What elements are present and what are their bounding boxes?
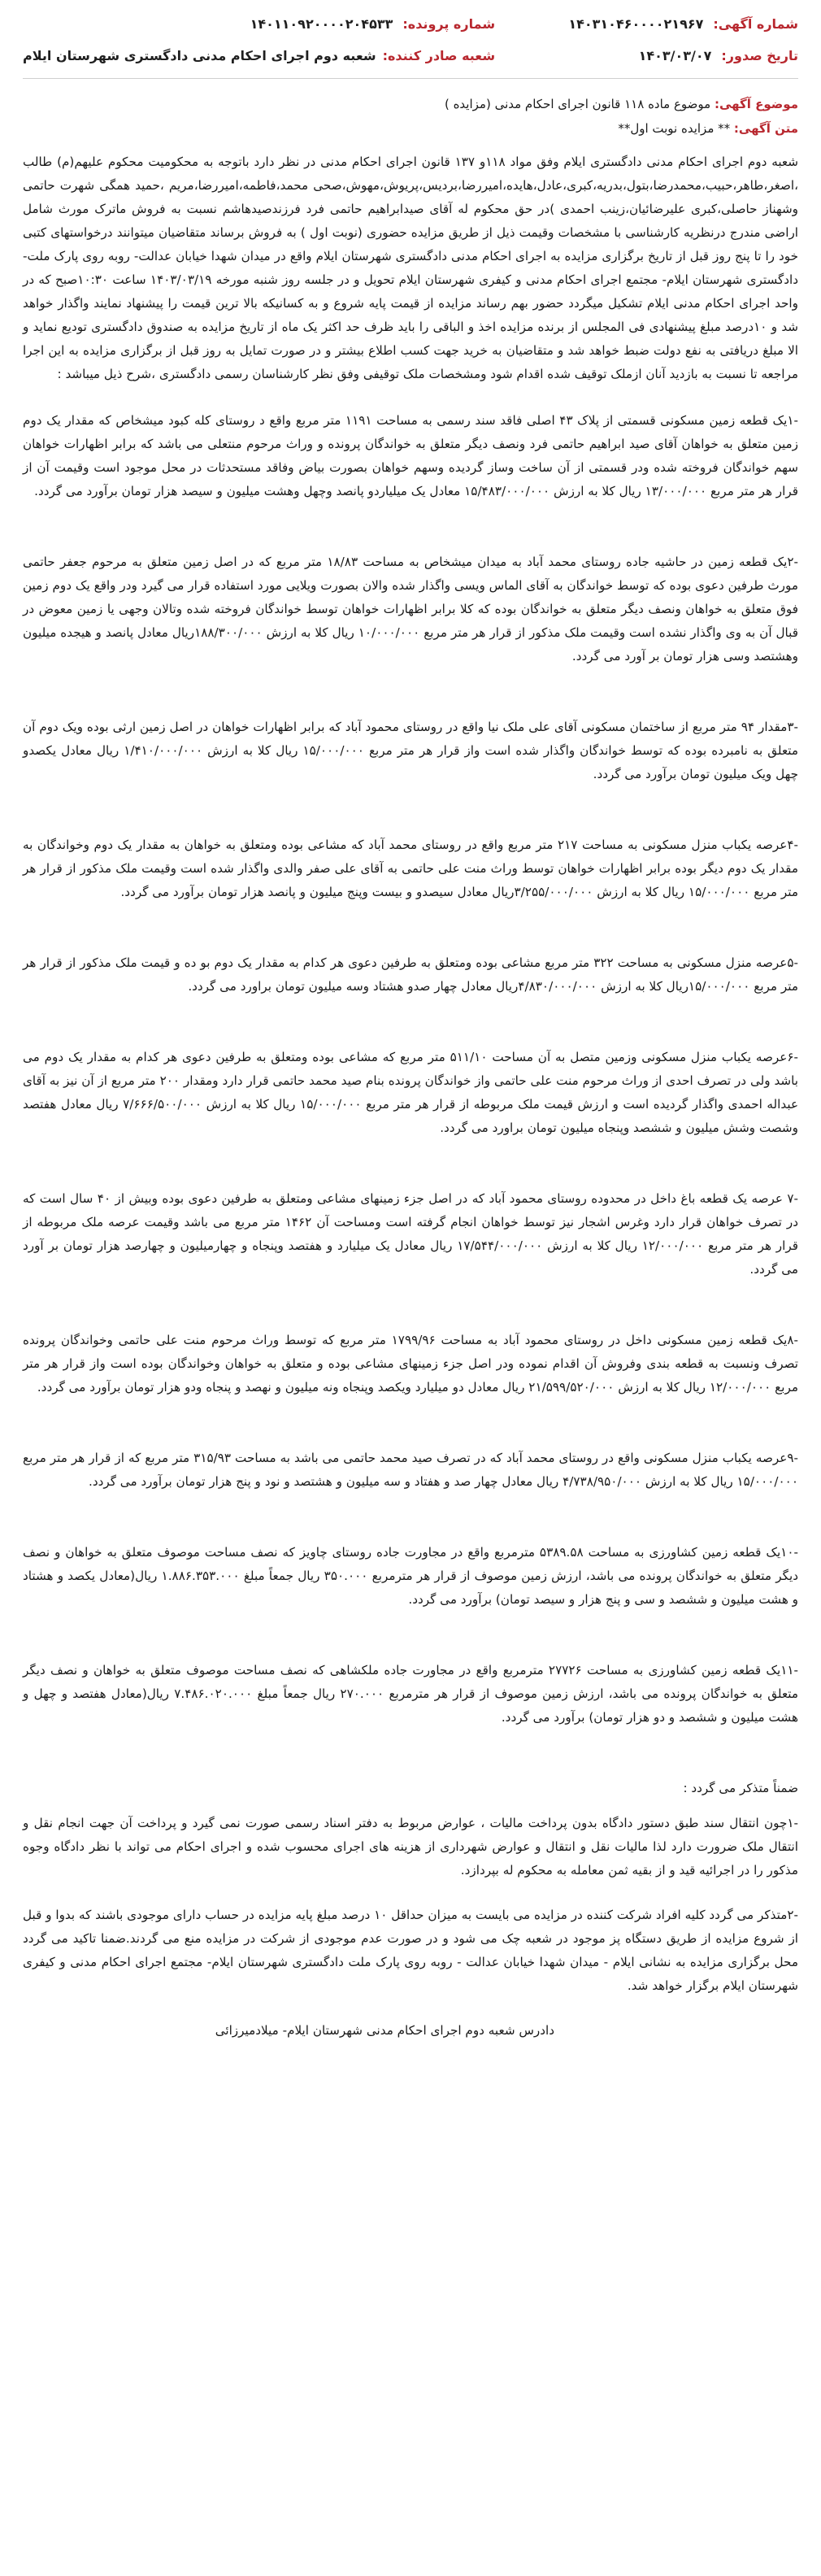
property-item-3: -۳مقدار ۹۴ متر مربع از ساختمان مسکونی آقای علی ملک نیا واقع در روستای محمود آباد که برابر اظهارات خواهان در اصل زمین ارثی بوده ویک دوم آن متعلق به نامبرده بوده که توسط خواندگان واگذار شده است واز قرار هر متر مربع ۱۵/۰۰۰/۰۰۰ ریال کلا به ارزش ۱/۴۱۰/۰۰۰/۰۰۰ ریال معادل یکصدو چهل ویک میلیون تومان برآورد می گردد. bbox=[23, 720, 799, 781]
property-item-1: -۱یک قطعه زمین مسکونی قسمتی از پلاک ۴۳ اصلی فاقد سند رسمی به مساحت ۱۱۹۱ متر مربع واقع د روستای کله کبود میشخاص که مقدار یک دوم زمین متعلق به خواهان آقای صید ابراهیم حاتمی فرد ونصف دیگر متعلق به خواندگان پرونده و وراث مرحوم منتعلی می باشد که برابر اظهارات خواهان سهم خواندگان فروخته شده ودر قسمتی از آن ساخت وساز گردیده وسهم خواهان بصورت بیاض وفاقد مستحدثات در محل موجود است وقیمت آن از قرار هر متر مربع ۱۳/۰۰۰/۰۰۰ ریال کلا به ارزش ۱۵/۴۸۳/۰۰۰/۰۰۰ معادل یک میلیاردو پانصد وچهل وهشت میلیون و سیصد هزار تومان برآورد می گردد. bbox=[23, 413, 798, 498]
issue-date-row bbox=[568, 48, 798, 63]
issue-date-label: تاریخ صدور: bbox=[721, 48, 798, 63]
property-item-2: -۲یک قطعه زمین در حاشیه جاده روستای محمد آباد به میدان میشخاص به مساحت ۱۸/۸۳ متر مربع که در اصل زمین متعلق به مرحوم جعفر حاتمی مورث طرفین دعوی بوده که توسط خواندگان به آقای الماس ویسی واگذار شده والان بصورت ویلایی مورد استفاده قرار می گیرد ودر واقع یک دوم زمین فوق متعلق به خواهان ونصف دیگر متعلق به خواندگان بوده که کلا برابر اظهارات خواهان توسط خواندگان فروخته شده وتالان وجهی یا زمین معوض در قبال آن به وی واگذار نشده است وقیمت ملک مذکور از قرار هر متر مربع ۱۰/۰۰۰/۰۰۰ ریال کلا به ارزش ۱۸۸/۳۰۰/۰۰۰ریال معادل پانصد و هیجده میلیون وهشتصد وسی هزار تومان بر آورد می گردد. bbox=[23, 555, 798, 664]
property-item-7: -۷ عرصه یک قطعه باغ داخل در محدوده روستای محمود آباد که در اصل جزء زمینهای مشاعی ومتعلق به طرفین دعوی بوده وبیش از ۴۰ سال است که در تصرف خواهان قرار دارد وغرس اشجار نیز توسط خواهان انجام گرفته است ومساحت آن ۱۴۶۲ متر مربع می باشد وقیمت عرصه ملک مربوطه از قرار هر متر مربع ۱۲/۰۰۰/۰۰۰ ریال کلا به ارزش ۱۷/۵۴۴/۰۰۰/۰۰۰ ریال معادل یک میلیارد و هفتصد وپنجاه و چهارمیلیون و چهارصد هزار تومان بر آورد می گردد. bbox=[23, 1191, 798, 1277]
property-item-8: -۸یک قطعه زمین مسکونی داخل در روستای محمود آباد به مساحت ۱۷۹۹/۹۶ متر مربع که توسط وراث مرحوم منت علی حاتمی وخواندگان پرونده تصرف ونسبت به قطعه بندی وفروش آن اقدام نموده ودر اصل جزء زمینهای مشاعی بوده و متعلق به خواهان وخواندگان بوده است واز قرار هر متر مربع ۱۲/۰۰۰/۰۰۰ ریال کلا به ارزش ۲۱/۵۹۹/۵۲۰/۰۰۰ ریال معادل دو میلیارد ویکصد وپنجاه ونه میلیون و نهصد و پنجاه ودو هزار تومان برآورد می گردد. bbox=[23, 1333, 798, 1395]
notes-title: ضمناً متذکر می گردد : bbox=[683, 1781, 798, 1795]
subject-text: موضوع ماده ۱۱۸ قانون اجرای احکام مدنی (مزایده ) bbox=[444, 97, 711, 111]
property-item-10: -۱۰یک قطعه زمین کشاورزی به مساحت ۵۳۸۹.۵۸ مترمربع واقع در مجاورت جاده روستای چاویز که نصف مساحت موصوف متعلق به خواهان و نصف دیگر متعلق به خواندگان پرونده می باشد، ارزش زمین موصوف از قرار هر مترمربع ۳۵۰.۰۰۰ ریال جمعاً مبلغ ۱.۸۸۶.۳۵۳.۰۰۰ ریال(معادل یکصد و هشتاد و هشت میلیون و ششصد و سی و پنج هزار و سیصد تومان) برآورد می گردد. bbox=[23, 1545, 798, 1607]
issuing-branch-label: شعبه صادر کننده: bbox=[382, 48, 496, 63]
note-item-1: -۱چون انتقال سند طبق دستور دادگاه بدون پرداخت مالیات ، عوارض مربوط به دفتر اسناد رسمی صورت نمی گیرد و پرداخت آن جهت انجام نقل و انتقال ملک ضرورت دارد لذا مالیات نقل و انتقال و عوارض شهرداری از هزینه های اجرای محسوب شده و اجرای احکام می تواند با نظر دادگاه وجوه مذکور را در اجرائیه قید و از بقیه ثمن معامله به محکوم له بپردازد. bbox=[23, 1816, 798, 1878]
case-number-label: شماره پرونده: bbox=[402, 16, 496, 32]
ad-number-label: شماره آگهی: bbox=[713, 16, 798, 32]
ad-text-title: ** مزایده نوبت اول** bbox=[618, 121, 731, 136]
issuing-branch-value: شعبه دوم اجرای احکام مدنی دادگستری شهرستان ایلام bbox=[23, 48, 376, 63]
intro-paragraph: شعبه دوم اجرای احکام مدنی دادگستری ایلام وفق مواد ۱۱۸و ۱۳۷ قانون اجرای احکام مدنی در نظر دارد باتوجه به محکومیت محکوم علیهم(م) طالب ،اصغر،طاهر،حبیب،محمدرضا،بتول،بدریه،کبری،عادل،هایده،امیررضا،بردیس،پریوش،مهوش،صحی محمد،فاطمه،امیررضا،مریم ،حمید همگی شهرت حاتمی وشهناز حاصلی،کبری علیرضائیان،زینب احمدی )در حق محکوم له آقای صیدابراهیم حاتمی فرد فرزندصیدهاشم نسبت به فروش ماترک مورث شامل اراضی مندرج درنظریه کارشناسی با مشخصات وقیمت ذیل از طریق مزایده حضوری (نوبت اول ) به فروش برساند متقاضیان میتوانند درخواستهای کتبی خود را تا پنج روز قبل از تاریخ برگزاری مزایده به اجرای احکام مدنی دادگستری شهرستان ایلام واقع در میدان شهدا خیابان عدالت- روبه روی پارک ملت- دادگستری شهرستان ایلام- مجتمع اجرای احکام مدنی و کیفری شهرستان ایلام تحویل و در جلسه روز شنبه مورخه ۱۴۰۳/۰۳/۱۹ ساعت ۱۰:۳۰صبح که در واحد اجرای احکام مدنی ایلام تشکیل میگردد حضور بهم رساند مزایده از قیمت پایه شروع و به کسانیکه بالا ترین قیمت را پیشنهاد نمایند واگذار خواهد شد و ۱۰درصد مبلغ پیشنهادی فی المجلس از برنده مزایده اخذ و الباقی را باید ظرف حد اکثر یک ماه از تاریخ مزایده به صندوق دادگستری تودیع نماید و الا مبلغ دریافتی به نفع دولت ضبط خواهد شد و متقاضیان به خرید جهت کسب اطلاع بیشتر و در صورت تمایل به روز قبل از برگزاری مزایده به این اجرا مراجعه تا نسبت به بازدید آنان ازملک توقیف شده اقدام شود ومشخصات ملک توقیفی وفق نظر کارشناسان رسمی دادگستری ،شرح ذیل میباشد : bbox=[23, 154, 799, 381]
property-item-4: -۴عرصه یکباب منزل مسکونی به مساحت ۲۱۷ متر مربع واقع در روستای محمد آباد که مشاعی بوده ومتعلق به خواهان به مقدار یک دوم وخواندگان به مقدار یک دوم دیگر بوده برابر اظهارات خواهان توسط وراث منت علی حاتمی به آقای علی صفر والدی واگذار شده است وقیمت ملک مذکور از قرار هر متر مربع ۱۵/۰۰۰/۰۰۰ ریال کلا به ارزش ۳/۲۵۵/۰۰۰/۰۰۰ریال معادل سیصدو و بیست وپنج میلیون و پانصد هزار تومان برآورد می گردد. bbox=[23, 838, 798, 899]
header-divider bbox=[23, 78, 798, 79]
case-number-row bbox=[23, 16, 495, 32]
subject-label: موضوع آگهی: bbox=[714, 97, 798, 111]
issue-date-value: ۱۴۰۳/۰۳/۰۷ bbox=[638, 48, 712, 63]
announcement-text-heading bbox=[23, 121, 798, 136]
ad-text-label: متن آگهی: bbox=[733, 121, 798, 136]
announcement-subject bbox=[23, 97, 798, 111]
ad-number-value: ۱۴۰۳۱۰۴۶۰۰۰۰۲۱۹۶۷ bbox=[568, 16, 704, 32]
header-left-column bbox=[23, 16, 495, 63]
note-item-2: -۲متذکر می گردد کلیه افراد شرکت کننده در مزایده می بایست به میزان حداقل ۱۰ درصد مبلغ پایه مزایده در حساب دارای موجودی باشند که بدوا و قبل از شروع مزایده از طریق دستگاه پز موجود در شعبه چک می شود و در صورت عدم موجودی از شرکت در مزایده منع می گردند.ضمنا تاکید می گردد محل برگزاری مزایده به نشانی ایلام - میدان شهدا خیابان عدالت - روبه روی پارک ملت دادگستری شهرستان ایلام- مجتمع اجرای احکام مدنی و کیفری شهرستان ایلام برگزار خواهد شد. bbox=[23, 1908, 798, 1993]
header-right-column bbox=[568, 16, 798, 63]
case-number-value: ۱۴۰۱۱۰۹۲۰۰۰۰۲۰۴۵۳۳ bbox=[250, 16, 393, 32]
issuing-branch-row bbox=[23, 48, 495, 63]
ad-number-row bbox=[568, 16, 798, 32]
property-item-9: -۹عرصه یکباب منزل مسکونی واقع در روستای محمد آباد که در تصرف صید محمد حاتمی می باشد به مساحت ۳۱۵/۹۳ متر مربع که از قرار هر متر مربع ۱۵/۰۰۰/۰۰۰ ریال کلا به ارزش ۴/۷۳۸/۹۵۰/۰۰۰ ریال معادل چهار صد و هفتاد و سه میلیون و هشتصد و نود و پنج هزار تومان برآورد می گردد. bbox=[23, 1451, 798, 1489]
property-item-6: -۶عرصه یکباب منزل مسکونی وزمین متصل به آن مساحت ۵۱۱/۱۰ متر مربع که مشاعی بوده ومتعلق به طرفین دعوی هر کدام به مقدار یک دوم می باشد ولی در تصرف احدی از وراث مرحوم منت علی حاتمی واز خواندگان پرونده بنام صید محمد حاتمی قرار دارد ومقدار ۲۰۰ متر مربع از آن نیز به آقای عبداله احمدی واگذار گردیده است و ارزش قیمت ملک مربوطه از قرار هر متر مربع ۱۵/۰۰۰/۰۰۰ ریال کلا به ارزش ۷/۶۶۶/۵۰۰/۰۰۰ ریال معادل هفتصد وشصت وشش میلیون و ششصد وپنجاه میلیون تومان براورد می گردد. bbox=[23, 1050, 799, 1135]
property-item-11: -۱۱یک قطعه زمین کشاورزی به مساحت ۲۷۷۲۶ مترمربع واقع در مجاورت جاده ملکشاهی که نصف مساحت موصوف متعلق به خواهان و نصف دیگر متعلق به خواندگان پرونده می باشد، ارزش زمین موصوف از قرار هر مترمربع ۲۷۰.۰۰۰ ریال جمعاً مبلغ ۷.۴۸۶.۰۲۰.۰۰۰ ریال(معادل هفتصد و چهل و هشت میلیون و ششصد و دو هزار تومان) برآورد می گردد. bbox=[23, 1663, 798, 1725]
announcement-header bbox=[23, 16, 798, 63]
judge-signature: دادرس شعبه دوم اجرای احکام مدنی شهرستان ایلام- میلادمیرزائی bbox=[215, 2023, 554, 2038]
announcement-body bbox=[23, 150, 798, 2043]
property-item-5: -۵عرصه منزل مسکونی به مساحت ۳۲۲ متر مربع مشاعی بوده ومتعلق به طرفین دعوی هر کدام به مقدار یک دوم بو ده و قیمت ملک مذکور از قرار هر متر مربع ۱۵/۰۰۰/۰۰۰ریال کلا به ارزش ۴/۸۳۰/۰۰۰/۰۰۰ریال معادل چهار صدو هشتاد وسه میلیون تومان براورد می گردد. bbox=[23, 955, 798, 994]
